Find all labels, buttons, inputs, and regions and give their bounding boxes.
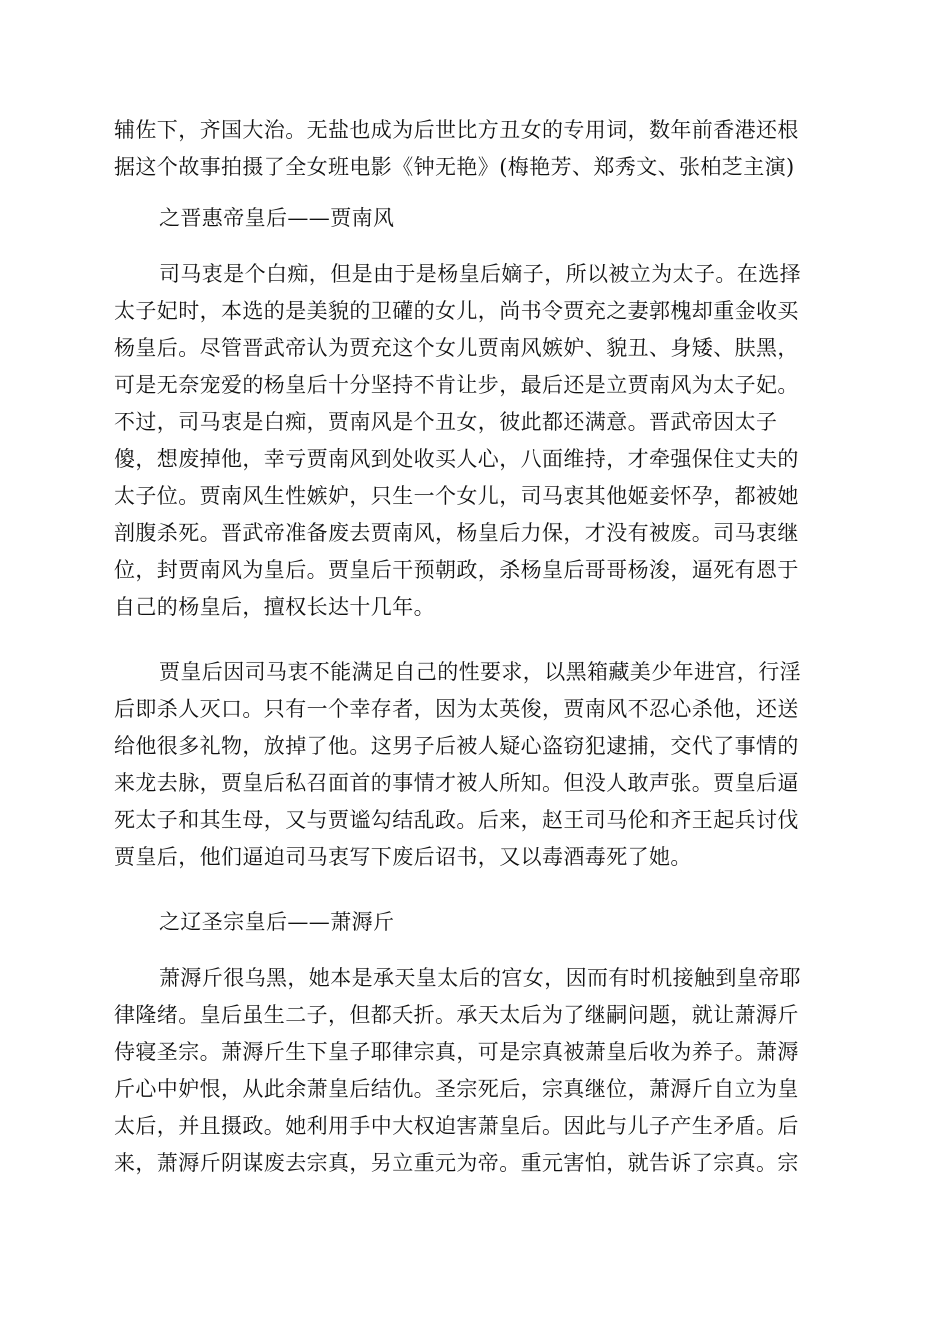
text-line: 据这个故事拍摄了全女班电影《钟无艳》(梅艳芳、郑秀文、张柏芝主演) bbox=[114, 155, 795, 179]
text-line: 斤心中妒恨，从此余萧皇后结仇。圣宗死后，宗真继位，萧溽斤自立为皇 bbox=[114, 1077, 799, 1101]
text-line: 自己的杨皇后，擅权长达十几年。 bbox=[114, 595, 435, 619]
text-line: 来，萧溽斤阴谋废去宗真，另立重元为帝。重元害怕，就告诉了宗真。宗 bbox=[114, 1151, 799, 1175]
section-heading: 之辽圣宗皇后——萧溽斤 bbox=[159, 910, 395, 934]
text-line: 可是无奈宠爱的杨皇后十分坚持不肯让步，最后还是立贾南风为太子妃。 bbox=[114, 373, 799, 397]
text-line: 萧溽斤很乌黑，她本是承天皇太后的宫女，因而有时机接触到皇帝耶 bbox=[159, 966, 801, 990]
text-line: 太后，并且摄政。她利用手中大权迫害萧皇后。因此与儿子产生矛盾。后 bbox=[114, 1114, 799, 1138]
text-line: 杨皇后。尽管晋武帝认为贾充这个女儿贾南风嫉妒、貌丑、身矮、肤黑， bbox=[114, 336, 799, 360]
intro-paragraph-continuation bbox=[114, 112, 844, 186]
text-line: 后即杀人灭口。只有一个幸存者，因为太英俊，贾南风不忍心杀他，还送 bbox=[114, 697, 799, 721]
text-line: 死太子和其生母，又与贾谧勾结乱政。后来，赵王司马伦和齐王起兵讨伐 bbox=[114, 808, 799, 832]
text-line: 律隆绪。皇后虽生二子，但都夭折。承天太后为了继嗣问题，就让萧溽斤 bbox=[114, 1003, 799, 1027]
paragraph-jia-1 bbox=[114, 256, 844, 626]
section-heading-jia-nanfeng bbox=[114, 200, 844, 237]
text-line: 傻，想废掉他，幸亏贾南风到处收买人心，八面维持，才牵强保住丈夫的 bbox=[114, 447, 799, 471]
section-heading-xiao-rujin bbox=[114, 904, 844, 941]
text-line: 贾皇后因司马衷不能满足自己的性要求，以黑箱藏美少年进宫，行淫 bbox=[159, 660, 801, 684]
paragraph-xiao-1 bbox=[114, 960, 844, 1182]
text-line: 辅佐下，齐国大治。无盐也成为后世比方丑女的专用词，数年前香港还根 bbox=[114, 118, 799, 142]
text-line: 太子位。贾南风生性嫉妒，只生一个女儿，司马衷其他姬妾怀孕，都被她 bbox=[114, 484, 799, 508]
text-line: 不过，司马衷是白痴，贾南风是个丑女，彼此都还满意。晋武帝因太子 bbox=[114, 410, 778, 434]
text-line: 侍寝圣宗。萧溽斤生下皇子耶律宗真，可是宗真被萧皇后收为养子。萧溽 bbox=[114, 1040, 799, 1064]
text-line: 剖腹杀死。晋武帝准备废去贾南风，杨皇后力保，才没有被废。司马衷继 bbox=[114, 521, 799, 545]
text-line: 太子妃时，本选的是美貌的卫礶的女儿，尚书令贾充之妻郭槐却重金收买 bbox=[114, 299, 799, 323]
text-line: 位，封贾南风为皇后。贾皇后干预朝政，杀杨皇后哥哥杨浚，逼死有恩于 bbox=[114, 558, 799, 582]
text-line: 贾皇后，他们逼迫司马衷写下废后诏书，又以毒酒毒死了她。 bbox=[114, 845, 692, 869]
paragraph-jia-2 bbox=[114, 654, 844, 876]
section-heading: 之晋惠帝皇后——贾南风 bbox=[159, 206, 395, 230]
text-line: 来龙去脉，贾皇后私召面首的事情才被人所知。但没人敢声张。贾皇后逼 bbox=[114, 771, 799, 795]
text-line: 给他很多礼物，放掉了他。这男子后被人疑心盗窃犯逮捕，交代了事情的 bbox=[114, 734, 799, 758]
text-line: 司马衷是个白痴，但是由于是杨皇后嫡子，所以被立为太子。在选择 bbox=[159, 262, 801, 286]
